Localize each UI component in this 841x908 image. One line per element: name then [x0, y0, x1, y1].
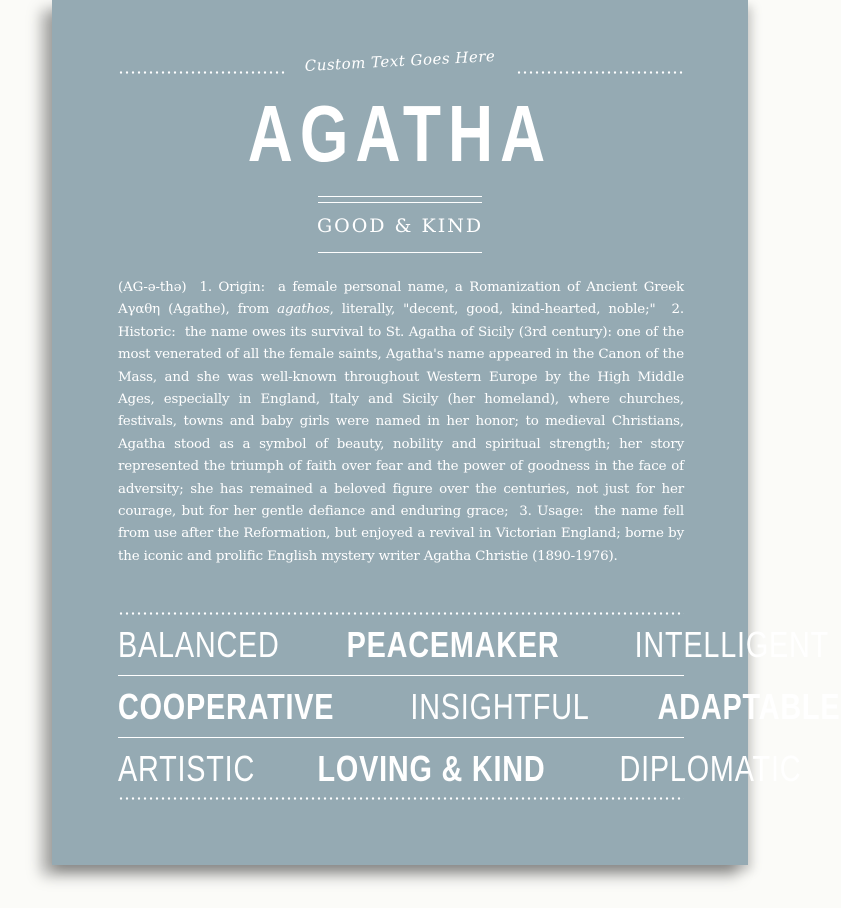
- trait-word: COOPERATIVE: [118, 686, 335, 727]
- usage-label: 3. Usage:: [519, 504, 584, 520]
- name-meaning: GOOD & KIND: [316, 215, 484, 237]
- trait-row-2: [118, 685, 841, 729]
- trait-row-1: [118, 623, 830, 667]
- trait-word: PEACEMAKER: [346, 624, 560, 665]
- origin-text-end: , literally, "decent, good, kind-hearted, noble;": [329, 302, 656, 318]
- dotted-divider-above-traits: [118, 612, 684, 615]
- name-poster: [52, 0, 841, 865]
- origin-italic-word: agathos: [277, 302, 330, 318]
- trait-word: ARTISTIC: [118, 748, 256, 789]
- trait-word: ADAPTABLE: [658, 686, 841, 727]
- name-description: [118, 277, 684, 568]
- pronunciation: (AG-ə-thə): [118, 280, 187, 295]
- historic-label: 2. Historic:: [118, 302, 684, 340]
- custom-text: Custom Text Goes Here: [304, 47, 496, 75]
- dotted-divider-bottom: [118, 797, 684, 800]
- trait-row-separator-2: [118, 737, 684, 738]
- trait-word: INSIGHTFUL: [410, 686, 590, 727]
- usage-text: the name fell from use after the Reformation, but enjoyed a revival in Victorian England; borne by the iconic and prolific English mystery writer Agatha Christie (1890-1976).: [118, 504, 684, 564]
- trait-word: BALANCED: [118, 624, 280, 665]
- rule-under-name-2: [318, 202, 482, 203]
- historic-text: the name owes its survival to St. Agatha of Sicily (3rd century): one of the most venerated of all the female saints, Agatha's name appeared in the Canon of the Mass, and she was well-known throughout Western Europe by the High Middle Ages, especially in England, Italy and Sicily (her homeland), where churches, festivals, towns and baby girls were named in her honor; to medieval Christians, Agatha stood as a symbol of beauty, nobility and spiritual strength; her story represented the triumph of faith over fear and the power of goodness in the face of adversity; she has remained a beloved figure over the centuries, not just for her courage, but for her gentle defiance and enduring grace;: [118, 324, 684, 520]
- trait-row-separator-1: [118, 675, 684, 676]
- dotted-divider-top-right: [516, 71, 684, 74]
- poster-name-title: AGATHA: [247, 89, 553, 178]
- trait-word: DIPLOMATIC: [619, 748, 802, 789]
- rule-under-name-1: [318, 196, 482, 197]
- trait-word: INTELLIGENT: [634, 624, 830, 665]
- rule-under-meaning: [318, 252, 482, 253]
- trait-word: LOVING & KIND: [317, 748, 546, 789]
- origin-label: 1. Origin:: [199, 280, 266, 295]
- trait-row-3: [118, 747, 802, 791]
- origin-text: a female personal name, a Romanization of Ancient Greek Αγαθη (Agathe), from: [118, 280, 685, 318]
